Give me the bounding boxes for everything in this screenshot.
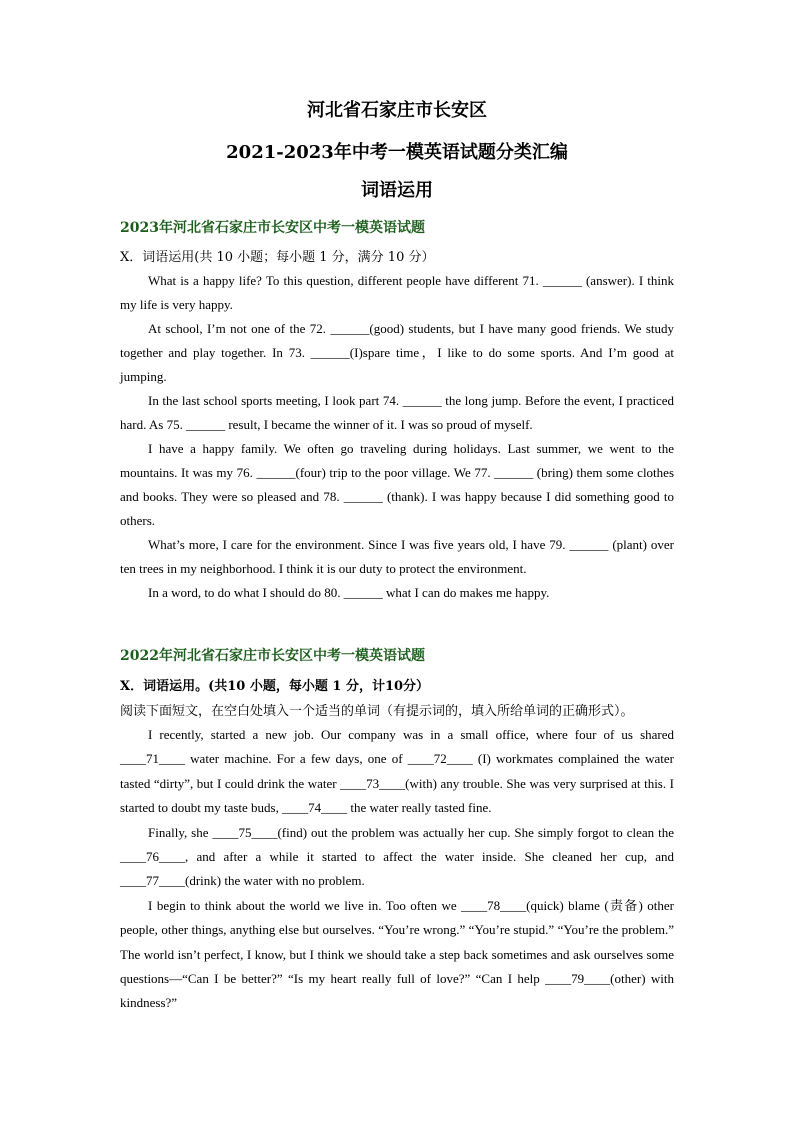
section-2023-heading: 2023年河北省石家庄市长安区中考一模英语试题	[120, 220, 425, 236]
section-2022-body	[0, 723, 674, 1016]
section-2023-body	[0, 269, 674, 605]
section-2023-instruction: X．词语运用(共 10 小题；每小题 1 分，满分 10 分）	[120, 250, 435, 265]
paragraph: In the last school sports meeting, I look part 74. ______ the long jump. Before the event, I practiced hard. As 75. ______ result, I became the winner of it. I was so proud of myself.	[120, 393, 674, 432]
paragraph: I begin to think about the world we live in. Too often we ____78____(quick) blame (责备) other people, other things, anything else but ourselves. “You’re wrong.” “You’re stupid.” “You’re the problem.” The world isn’t perfect, I know, but I think we should take a step back sometimes and ask ourselves some questions—“Can I be better?” “Is my heart really full of love?” “Can I help ____79____(other) with kindness?”	[120, 897, 674, 1011]
section-2022-instruction: X．词语运用。(共10 小题，每小题 1 分，计10分）	[120, 679, 430, 694]
paragraph: In a word, to do what I should do 80. ______ what I can do makes me happy.	[148, 585, 550, 600]
paragraph: What is a happy life? To this question, different people have different 71. ______ (answer). I think my life is very happy.	[120, 273, 674, 312]
paragraph: Finally, she ____75____(find) out the problem was actually her cup. She simply forgot to clean the ____76____, and after a while it started to affect the water inside. She cleaned her cup, and ____77____(drink) the water with no problem.	[120, 824, 674, 889]
doc-title-topic: 词语运用	[361, 180, 433, 201]
paragraph: I have a happy family. We often go traveling during holidays. Last summer, we went to the mountains. It was my 76. ______(four) trip to the poor village. We 77. ______ (bring) them some clothes and books. They were so pleased and 78. ______ (thank). I was happy because I did something good to others.	[120, 441, 674, 528]
paragraph: At school, I’m not one of the 72. ______(good) students, but I have many good friends. We study together and play together. In 73. ______(I)spare time，I like to do some sports. And I’m good at jumping.	[120, 321, 674, 384]
doc-title-main: 2021-2023年中考一模英语试题分类汇编	[226, 142, 568, 163]
section-2022-directions: 阅读下面短文，在空白处填入一个适当的单词（有提示词的，填入所给单词的正确形式）。	[120, 704, 634, 719]
section-2022-heading: 2022年河北省石家庄市长安区中考一模英语试题	[120, 648, 425, 664]
paragraph: What’s more, I care for the environment. Since I was five years old, I have 79. ______ (plant) over ten trees in my neighborhood. I think it is our duty to protect the environment.	[120, 537, 674, 576]
doc-title-region: 河北省石家庄市长安区	[307, 100, 487, 121]
paragraph: I recently, started a new job. Our company was in a small office, where four of us shared ____71____ water machine. For a few days, one of ____72____ (I) workmates complained the water tasted “dirty”, but I could drink the water ____73____(with) any trouble. She was very surprised at this. I started to doubt my taste buds, ____74____ the water really tasted fine.	[120, 727, 674, 816]
